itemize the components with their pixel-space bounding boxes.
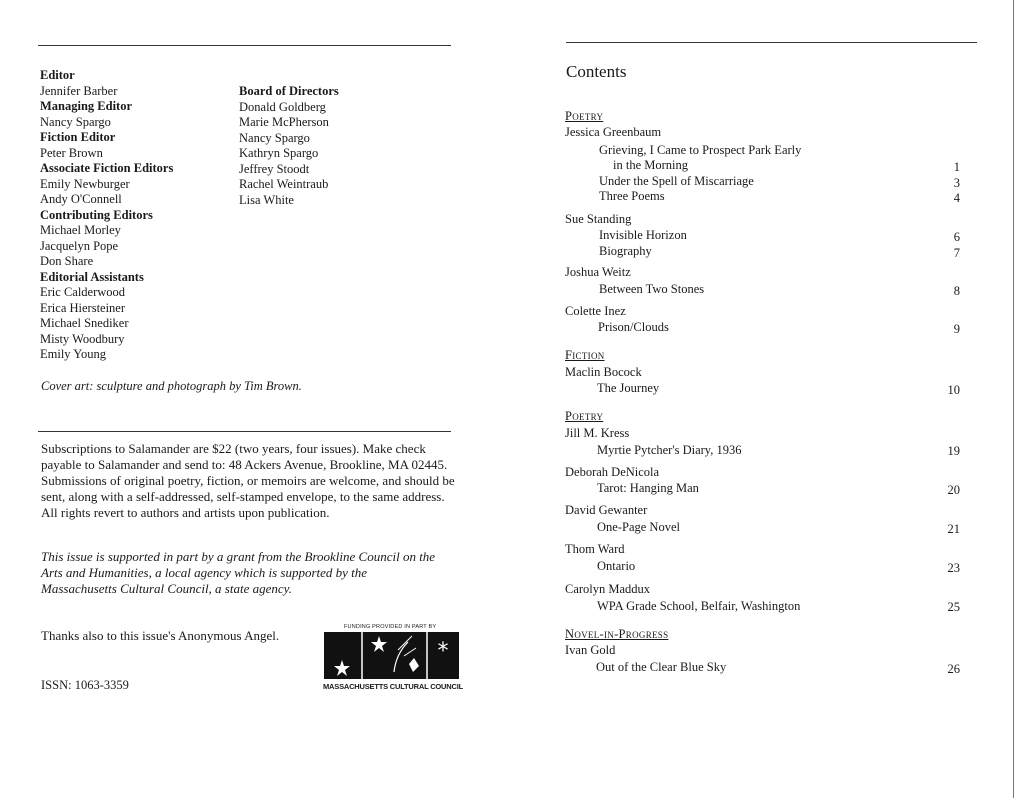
masthead-name: Misty Woodbury (40, 331, 125, 346)
toc-page-number: 25 (947, 600, 960, 614)
support-paragraph: This issue is supported in part by a grant from the Brookline Council on the Arts and Humanities, a local agency which is supported by the Massachusetts Cultural Council, a state agency. (41, 549, 436, 596)
toc-author: Thom Ward (565, 542, 625, 556)
toc-title: Under the Spell of Miscarriage (599, 174, 754, 188)
toc-page-number: 26 (947, 662, 960, 676)
board-member: Marie McPherson (239, 115, 329, 129)
toc-author: Jill M. Kress (565, 426, 630, 440)
masthead-role: Editor (40, 68, 75, 82)
masthead-name: Don Share (40, 254, 94, 268)
toc-title: Invisible Horizon (599, 228, 687, 242)
toc-page-number: 23 (947, 561, 960, 575)
masthead-name: Michael Morley (40, 223, 121, 237)
toc-page-number: 21 (947, 522, 960, 536)
board-member: Kathryn Spargo (239, 146, 319, 160)
toc-page-number: 6 (953, 230, 960, 244)
masthead-role: Contributing Editors (40, 207, 153, 222)
mcc-logo-graphic (324, 632, 459, 679)
toc-title: One-Page Novel (597, 520, 680, 534)
mid-rule-left (38, 431, 451, 432)
masthead-name: Nancy Spargo (40, 114, 111, 129)
masthead-name: Jennifer Barber (40, 83, 118, 98)
toc-title: in the Morning (613, 158, 688, 172)
logo-bottom-caption: MASSACHUSETTS CULTURAL COUNCIL (323, 682, 463, 691)
toc-title: Out of the Clear Blue Sky (596, 660, 727, 674)
board-member: Lisa White (239, 192, 294, 207)
masthead-role: Fiction Editor (40, 130, 116, 144)
board-of-directors (239, 84, 339, 208)
thanks-text: Thanks also to this issue's Anonymous Angel. (41, 628, 280, 643)
masthead-name: Erica Hiersteiner (40, 300, 126, 315)
issn-text: ISSN: 1063-3359 (41, 678, 129, 692)
svg-text:*: * (437, 639, 449, 664)
toc-page-number: 9 (953, 322, 960, 336)
toc-author: Joshua Weitz (565, 265, 631, 279)
contents-heading: Contents (566, 62, 627, 81)
toc-title: Ontario (597, 559, 636, 573)
toc-title: The Journey (597, 381, 660, 395)
page-edge (1013, 0, 1014, 798)
masthead-role: Managing Editor (40, 99, 133, 113)
logo-top-caption: FUNDING PROVIDED IN PART BY (344, 624, 437, 630)
board-member: Donald Goldberg (239, 99, 326, 114)
toc-title: Myrtie Pytcher's Diary, 1936 (597, 443, 742, 457)
toc-title: Prison/Clouds (598, 320, 669, 334)
masthead-left-column (40, 68, 173, 363)
toc-author: Maclin Bocock (565, 365, 642, 379)
board-list (239, 100, 339, 209)
toc-page-number: 8 (953, 284, 960, 298)
top-rule-right (566, 42, 977, 43)
toc-page-number: 1 (953, 160, 960, 174)
top-rule-left (38, 45, 451, 46)
masthead-name: Emily Newburger (40, 176, 130, 191)
toc-author: Deborah DeNicola (565, 465, 660, 479)
masthead-name: Jacquelyn Pope (40, 238, 119, 253)
toc-title: Tarot: Hanging Man (597, 481, 699, 495)
toc-author: Sue Standing (565, 212, 632, 226)
toc-page-number: 4 (953, 191, 960, 205)
toc-page-number: 7 (953, 246, 960, 260)
toc-author: Jessica Greenbaum (565, 125, 662, 139)
masthead-role: Associate Fiction Editors (40, 161, 174, 175)
board-member: Nancy Spargo (239, 130, 310, 145)
toc-page-number: 3 (953, 176, 960, 190)
board-member: Jeffrey Stoodt (239, 161, 310, 176)
board-title: Board of Directors (239, 84, 339, 98)
subscriptions-paragraph: Subscriptions to Salamander are $22 (two years, four issues). Make check payable to Salamander and send to: 48 Ackers Avenue, Brookline, MA 02445. Submissions of original poetry, fiction, or memoirs are welcome, and should be sent, along with a self-addressed, self-stamped envelope, to the same address. All rights revert to authors and artists upon publication. (41, 441, 455, 520)
masthead-name: Peter Brown (40, 145, 103, 160)
toc-author: Carolyn Maddux (565, 582, 651, 596)
masthead-name: Andy O'Connell (40, 192, 122, 206)
masthead-name: Emily Young (40, 347, 106, 361)
toc-section-heading: Fiction (565, 348, 605, 362)
toc-title: WPA Grade School, Belfair, Washington (597, 599, 801, 613)
toc-page-number: 19 (947, 444, 960, 458)
cover-art-credit: Cover art: sculpture and photograph by Tim Brown. (41, 379, 302, 393)
toc-author: Colette Inez (565, 304, 626, 318)
toc-section-heading: Poetry (565, 409, 604, 423)
toc-author: David Gewanter (565, 503, 648, 517)
toc-title: Between Two Stones (599, 282, 705, 296)
masthead-role: Editorial Assistants (40, 269, 144, 284)
toc-page-number: 10 (947, 383, 960, 397)
toc-section-heading: Poetry (565, 109, 604, 123)
toc-page-number: 20 (947, 483, 960, 497)
masthead-name: Michael Snediker (40, 316, 129, 330)
toc-title: Grieving, I Came to Prospect Park Early (599, 143, 802, 157)
mcc-logo (324, 632, 459, 679)
toc-section-heading: Novel-in-Progress (565, 627, 669, 641)
board-member: Rachel Weintraub (239, 177, 329, 191)
toc-author: Ivan Gold (565, 643, 616, 657)
masthead-name: Eric Calderwood (40, 285, 126, 299)
toc-title: Biography (599, 244, 652, 258)
toc-title: Three Poems (599, 189, 665, 203)
